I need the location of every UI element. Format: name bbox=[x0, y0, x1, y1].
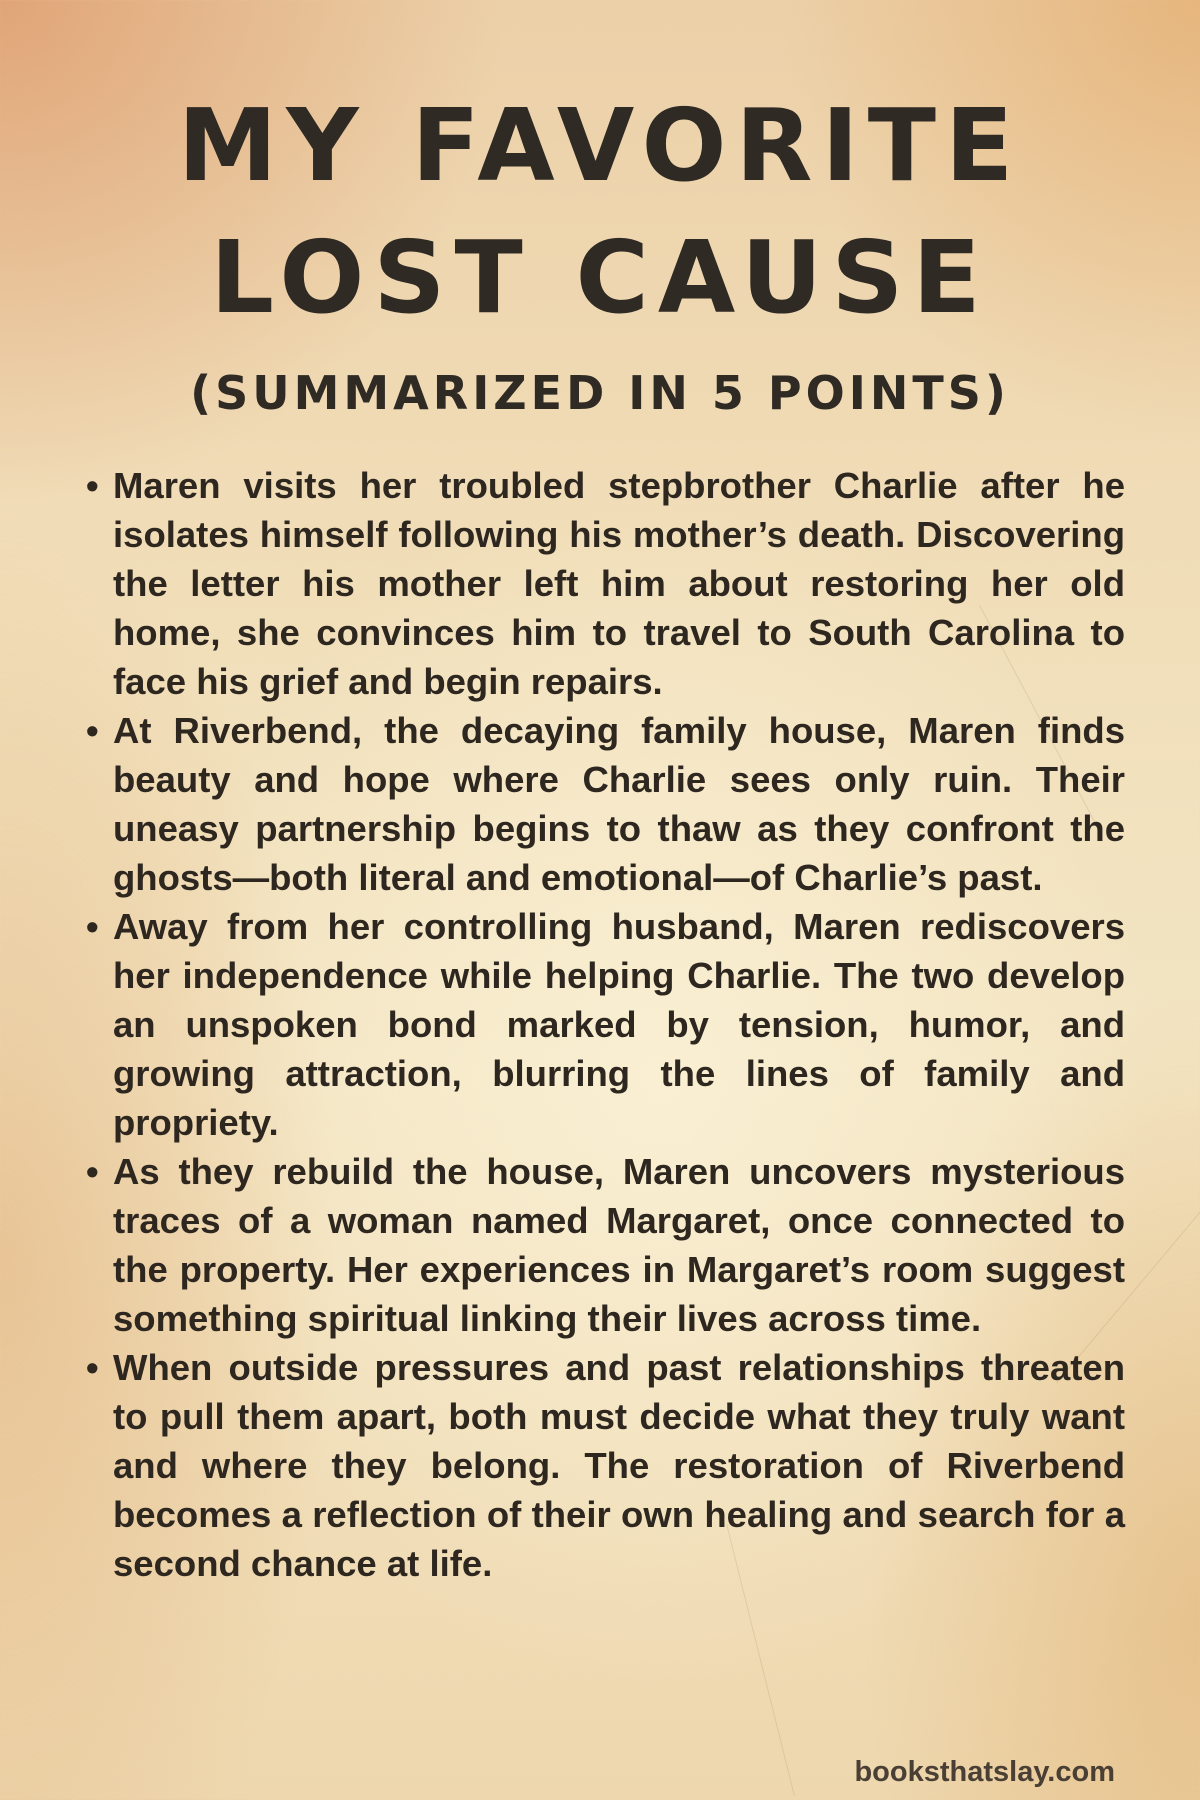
summary-point bbox=[86, 1147, 1125, 1343]
bullet-icon: • bbox=[86, 1347, 99, 1388]
bullet-icon: • bbox=[86, 465, 99, 506]
site-watermark: booksthatslay.com bbox=[854, 1756, 1115, 1788]
summary-point bbox=[86, 902, 1125, 1147]
summary-point bbox=[86, 1343, 1125, 1588]
subtitle: (SUMMARIZED IN 5 POINTS) bbox=[190, 366, 1010, 420]
book-title-line-2: LOST CAUSE bbox=[210, 219, 990, 336]
bullet-icon: • bbox=[86, 906, 99, 947]
bullet-icon: • bbox=[86, 1151, 99, 1192]
summary-point-text: Away from her controlling husband, Maren rediscovers her independence while helping Charlie. The two develop an unspoken bond marked by tension, humor, and growing attraction, blurring the lines of family and propriety. bbox=[113, 906, 1125, 1143]
summary-point-text: As they rebuild the house, Maren uncovers mysterious traces of a woman named Margaret, once connected to the property. Her experiences in Margaret’s room suggest something spiritual linking their lives across time. bbox=[113, 1151, 1125, 1339]
summary-point bbox=[86, 461, 1125, 706]
summary-point-text: When outside pressures and past relationships threaten to pull them apart, both must decide what they truly want and where they belong. The restoration of Riverbend becomes a reflection of their own healing and search for a second chance at life. bbox=[113, 1347, 1125, 1584]
book-title-line-1: MY FAVORITE bbox=[177, 87, 1023, 204]
summary-point bbox=[86, 706, 1125, 902]
summary-points-list bbox=[86, 461, 1125, 1588]
summary-point-text: At Riverbend, the decaying family house, Maren finds beauty and hope where Charlie sees only ruin. Their uneasy partnership begins to thaw as they confront the ghosts—both literal and emotional—of Charlie’s past. bbox=[113, 710, 1125, 898]
bullet-icon: • bbox=[86, 710, 99, 751]
summary-point-text: Maren visits her troubled stepbrother Charlie after he isolates himself following his mother’s death. Discovering the letter his mother left him about restoring her old home, she convinces him to travel to South Carolina to face his grief and begin repairs. bbox=[113, 465, 1125, 702]
